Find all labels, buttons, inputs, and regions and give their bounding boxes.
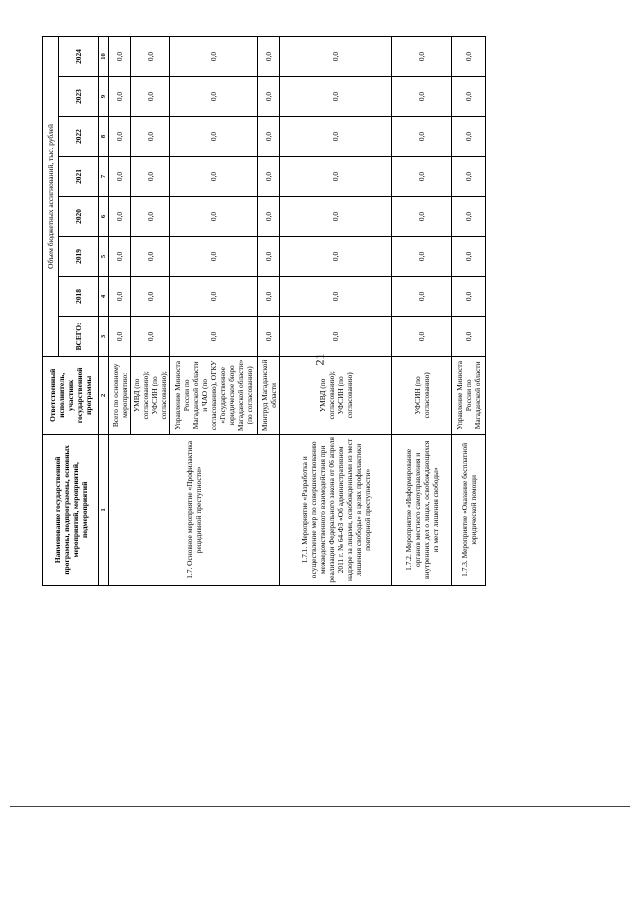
row-value: 0,0: [109, 196, 131, 236]
header-year: 2022: [59, 117, 99, 157]
row-value: 0,0: [280, 37, 392, 77]
row-value: 0,0: [392, 117, 452, 157]
column-number: 5: [99, 236, 109, 276]
row-value: 0,0: [452, 196, 486, 236]
row-name: 1.7.2. Мероприятие «Информирование органов местного самоуправления и внутренних дел о лицах, освобождающихся из мест лишения свободы»: [392, 434, 452, 585]
row-value: 0,0: [258, 117, 280, 157]
row-value: 0,0: [280, 157, 392, 197]
page-divider: [10, 806, 630, 807]
row-value: 0,0: [452, 316, 486, 356]
row-name: 1.7. Основное мероприятие «Профилактика рецидивной преступности»: [109, 434, 280, 585]
row-value: 0,0: [131, 316, 170, 356]
column-number: 2: [99, 356, 109, 434]
row-value: 0,0: [392, 316, 452, 356]
header-responsible: Ответственный исполнитель, участник государственной программы: [43, 356, 99, 434]
row-responsible: УФСИН (по согласованию): [392, 356, 452, 434]
row-value: 0,0: [109, 157, 131, 197]
row-value: 0,0: [392, 157, 452, 197]
row-value: 0,0: [258, 77, 280, 117]
row-responsible: Минтруд Магаданской области: [258, 356, 280, 434]
row-value: 0,0: [452, 77, 486, 117]
row-value: 0,0: [131, 157, 170, 197]
table-row: [109, 37, 131, 586]
column-number: 10: [99, 37, 109, 77]
column-number: 9: [99, 77, 109, 117]
column-number: 8: [99, 117, 109, 157]
header-year: 2023: [59, 77, 99, 117]
row-value: 0,0: [131, 196, 170, 236]
header-budget: Объем бюджетных ассигнований, тыс. рублей: [43, 37, 59, 357]
row-value: 0,0: [109, 276, 131, 316]
header-year: 2019: [59, 236, 99, 276]
row-value: 0,0: [258, 196, 280, 236]
row-responsible: УМВД (по согласованию); УФСИН (по согласованию): [280, 356, 392, 434]
header-year: 2018: [59, 276, 99, 316]
row-value: 0,0: [258, 236, 280, 276]
row-value: 0,0: [258, 316, 280, 356]
header-year: 2020: [59, 196, 99, 236]
row-value: 0,0: [392, 196, 452, 236]
row-value: 0,0: [258, 37, 280, 77]
row-value: 0,0: [452, 117, 486, 157]
budget-table: [42, 36, 486, 586]
budget-table-rotated: [42, 36, 594, 586]
header-year: 2024: [59, 37, 99, 77]
header-name: Наименование государственной программы, подпрограммы, основных мероприятий, мероприятий, подмероприятий: [43, 434, 99, 585]
row-value: 0,0: [131, 37, 170, 77]
row-value: 0,0: [170, 157, 258, 197]
row-value: 0,0: [280, 236, 392, 276]
row-name: 1.7.1. Мероприятие «Разработка и осуществление мер по совершенствованию межведомственного взаимодействия при реализации Федерального закона от 06 апреля 2011 г. № 64-ФЗ «Об административном надзоре за лицами, освобожденными из мест лишения свободы» в целях профилактики повторной преступности»: [280, 434, 392, 585]
row-value: 0,0: [392, 276, 452, 316]
row-value: 0,0: [280, 316, 392, 356]
table-row: [280, 37, 392, 586]
column-number: 1: [99, 434, 109, 585]
row-value: 0,0: [452, 276, 486, 316]
row-value: 0,0: [170, 276, 258, 316]
row-value: 0,0: [452, 37, 486, 77]
row-value: 0,0: [258, 157, 280, 197]
row-value: 0,0: [109, 316, 131, 356]
row-value: 0,0: [170, 37, 258, 77]
column-number: 6: [99, 196, 109, 236]
row-value: 0,0: [109, 77, 131, 117]
row-value: 0,0: [170, 236, 258, 276]
row-value: 0,0: [280, 196, 392, 236]
row-value: 0,0: [392, 236, 452, 276]
table-row: [392, 37, 452, 586]
row-value: 0,0: [280, 276, 392, 316]
header-year: 2021: [59, 157, 99, 197]
row-responsible: Управление Минюста России по Магаданской области и ЧАО (по согласованию), ОГКУ «Государственное юридическое бюро Магаданской области» (по согласованию): [170, 356, 258, 434]
row-value: 0,0: [109, 37, 131, 77]
row-responsible: УМВД (по согласованию); УФСИН (по согласованию);: [131, 356, 170, 434]
row-responsible: Управление Минюста России по Магаданской области: [452, 356, 486, 434]
row-value: 0,0: [452, 236, 486, 276]
row-responsible: Всего по основному мероприятию:: [109, 356, 131, 434]
row-value: 0,0: [170, 77, 258, 117]
row-value: 0,0: [392, 37, 452, 77]
row-value: 0,0: [280, 117, 392, 157]
header-year: ВСЕГО:: [59, 316, 99, 356]
row-value: 0,0: [170, 196, 258, 236]
row-value: 0,0: [131, 276, 170, 316]
page-number: 21: [312, 353, 327, 366]
row-value: 0,0: [131, 77, 170, 117]
column-number: 7: [99, 157, 109, 197]
row-value: 0,0: [170, 316, 258, 356]
table-row: [452, 37, 486, 586]
row-value: 0,0: [280, 77, 392, 117]
row-value: 0,0: [109, 236, 131, 276]
row-value: 0,0: [131, 236, 170, 276]
row-value: 0,0: [452, 157, 486, 197]
row-name: 1.7.3. Мероприятие «Оказание бесплатной юридической помощи: [452, 434, 486, 585]
row-value: 0,0: [392, 77, 452, 117]
column-number: 3: [99, 316, 109, 356]
row-value: 0,0: [258, 276, 280, 316]
column-number: 4: [99, 276, 109, 316]
row-value: 0,0: [109, 117, 131, 157]
row-value: 0,0: [131, 117, 170, 157]
row-value: 0,0: [170, 117, 258, 157]
